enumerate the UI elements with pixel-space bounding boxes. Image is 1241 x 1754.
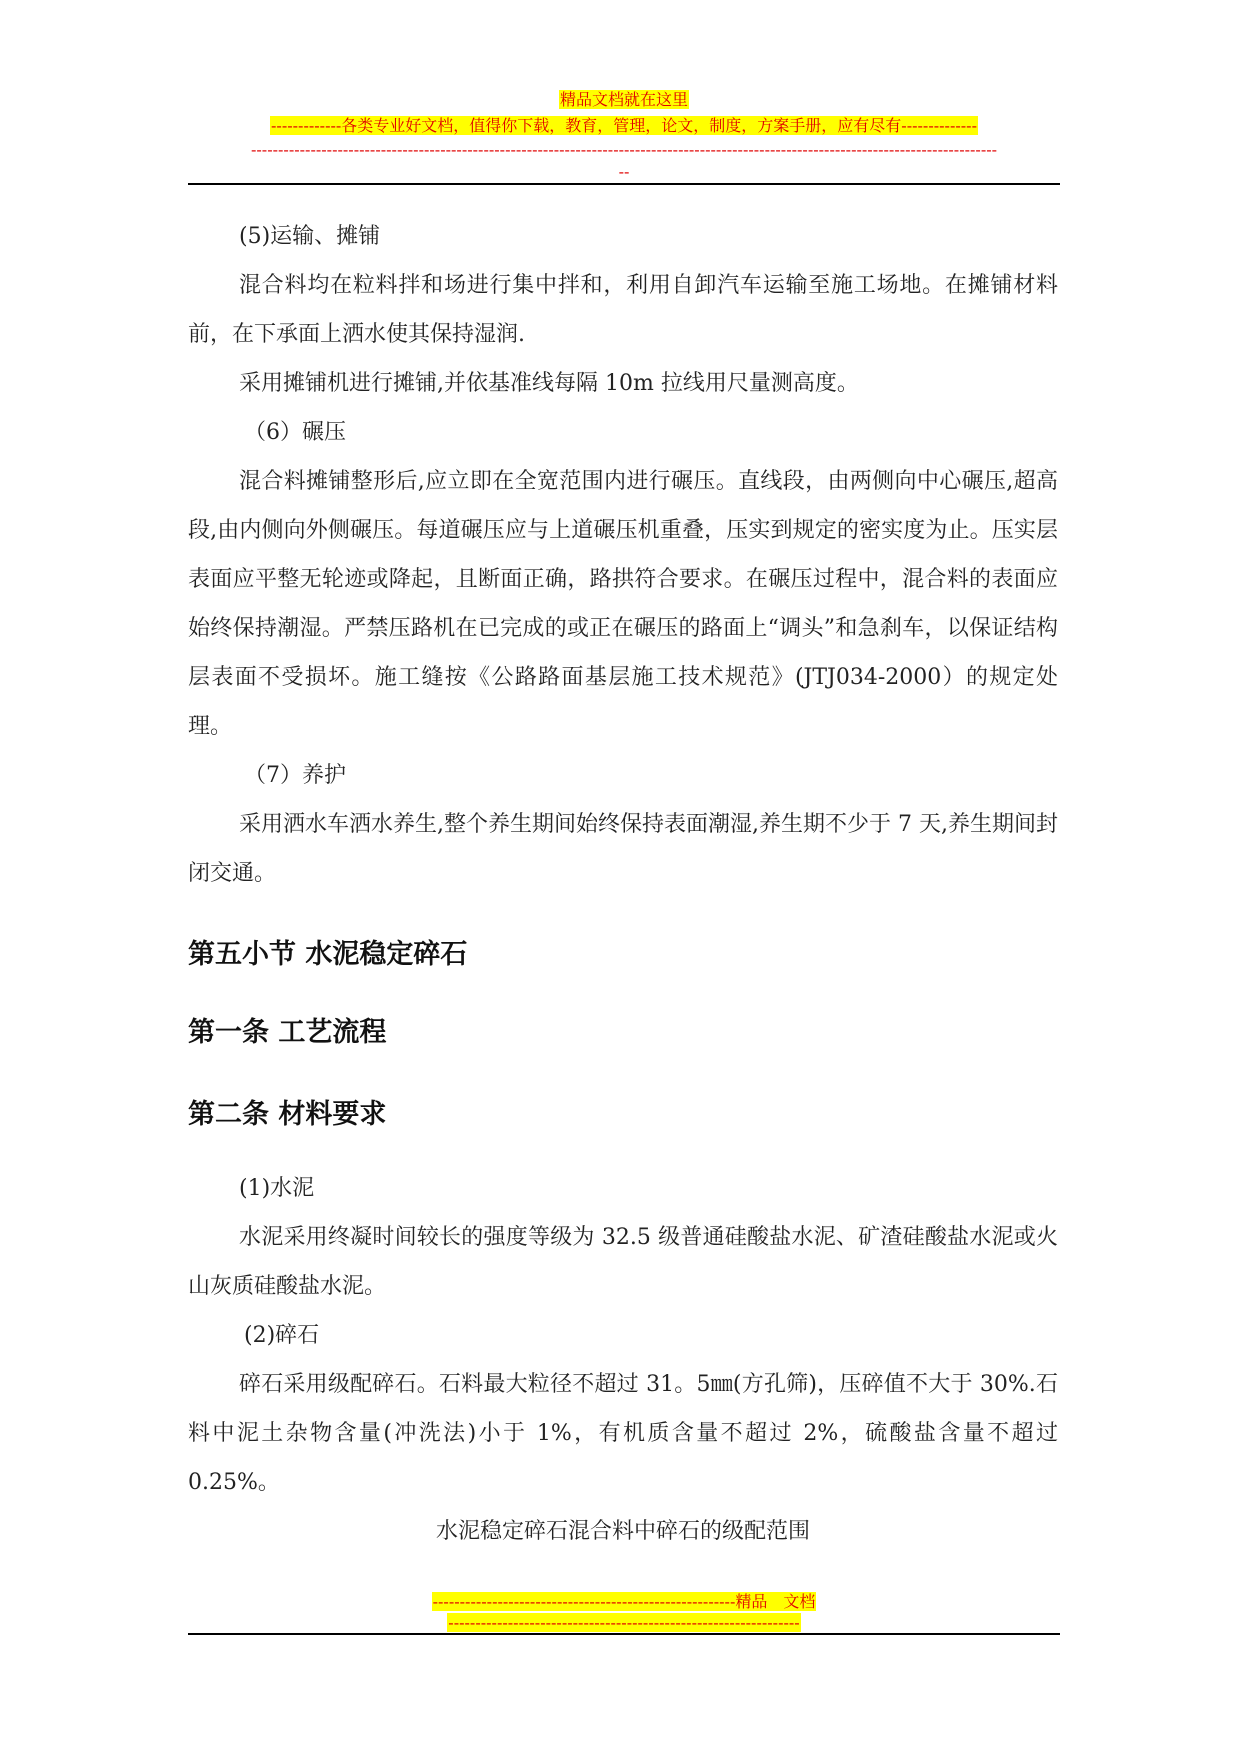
subsection-curing: （7）养护 [244,763,346,788]
subsection-cement: (1)水泥 [239,1176,315,1201]
subsection-transport-paving: (5)运输、摊铺 [239,224,381,249]
paragraph-paving: 采用摊铺机进行摊铺,并依基准线每隔 10m 拉线用尺量测高度。 [239,371,859,396]
header-dash-line: ------------------------------------------------------------------------------------------------------------------------------------------ [250,140,998,159]
table-caption: 水泥稳定碎石混合料中碎石的级配范围 [435,1519,810,1544]
article-heading-materials: 第二条 材料要求 [188,1099,387,1130]
paragraph-gravel: 碎石采用级配碎石。石料最大粒径不超过 31。5㎜(方孔筛)，压碎值不大于 30%.石料中泥土杂物含量(冲洗法)小于 1%，有机质含量不超过 2%，硫酸盐含量不超过 0.25%。 [188,1372,1058,1495]
subsection-gravel: (2)碎石 [244,1323,320,1348]
paragraph-mixing: 混合料均在粒料拌和场进行集中拌和，利用自卸汽车运输至施工场地。在摊铺材料前，在下承面上洒水使其保持湿润. [188,273,1058,347]
paragraph-curing: 采用洒水车洒水养生,整个养生期间始终保持表面潮湿,养生期不少于 7 天,养生期间封闭交通。 [188,812,1058,886]
header-title: 精品文档就在这里 [559,90,688,109]
subsection-rolling: （6）碾压 [244,420,346,445]
paragraph-cement: 水泥采用终凝时间较长的强度等级为 32.5 级普通硅酸盐水泥、矿渣硅酸盐水泥或火山灰质硅酸盐水泥。 [188,1225,1058,1299]
footer-rule [188,1633,1060,1635]
header-rule [188,183,1060,185]
paragraph-rolling: 混合料摊铺整形后,应立即在全宽范围内进行碾压。直线段，由两侧向中心碾压,超高段,由内侧向外侧碾压。每道碾压应与上道碾压机重叠，压实到规定的密实度为止。压实层表面应平整无轮迹或降起，且断面正确，路拱符合要求。在碾压过程中，混合料的表面应始终保持潮湿。严禁压路机在已完成的或正在碾压的路面上“调头”和急刹车，以保证结构层表面不受损坏。施工缝按《公路路面基层施工技术规范》(JTJ034-2000）的规定处理。 [188,469,1058,739]
footer-label: --------------------------------------------------------精品 文档 [432,1592,816,1611]
section-heading: 第五小节 水泥稳定碎石 [188,939,468,970]
footer-dash-line: ----------------------------------------------------------------- [448,1613,800,1632]
document-body [188,212,1058,1556]
header-dash-tail: -- [618,162,630,181]
header-slogan: -------------各类专业好文档，值得你下载，教育，管理，论文，制度，方案手册，应有尽有-------------- [271,116,977,135]
article-heading-process: 第一条 工艺流程 [188,1017,387,1048]
